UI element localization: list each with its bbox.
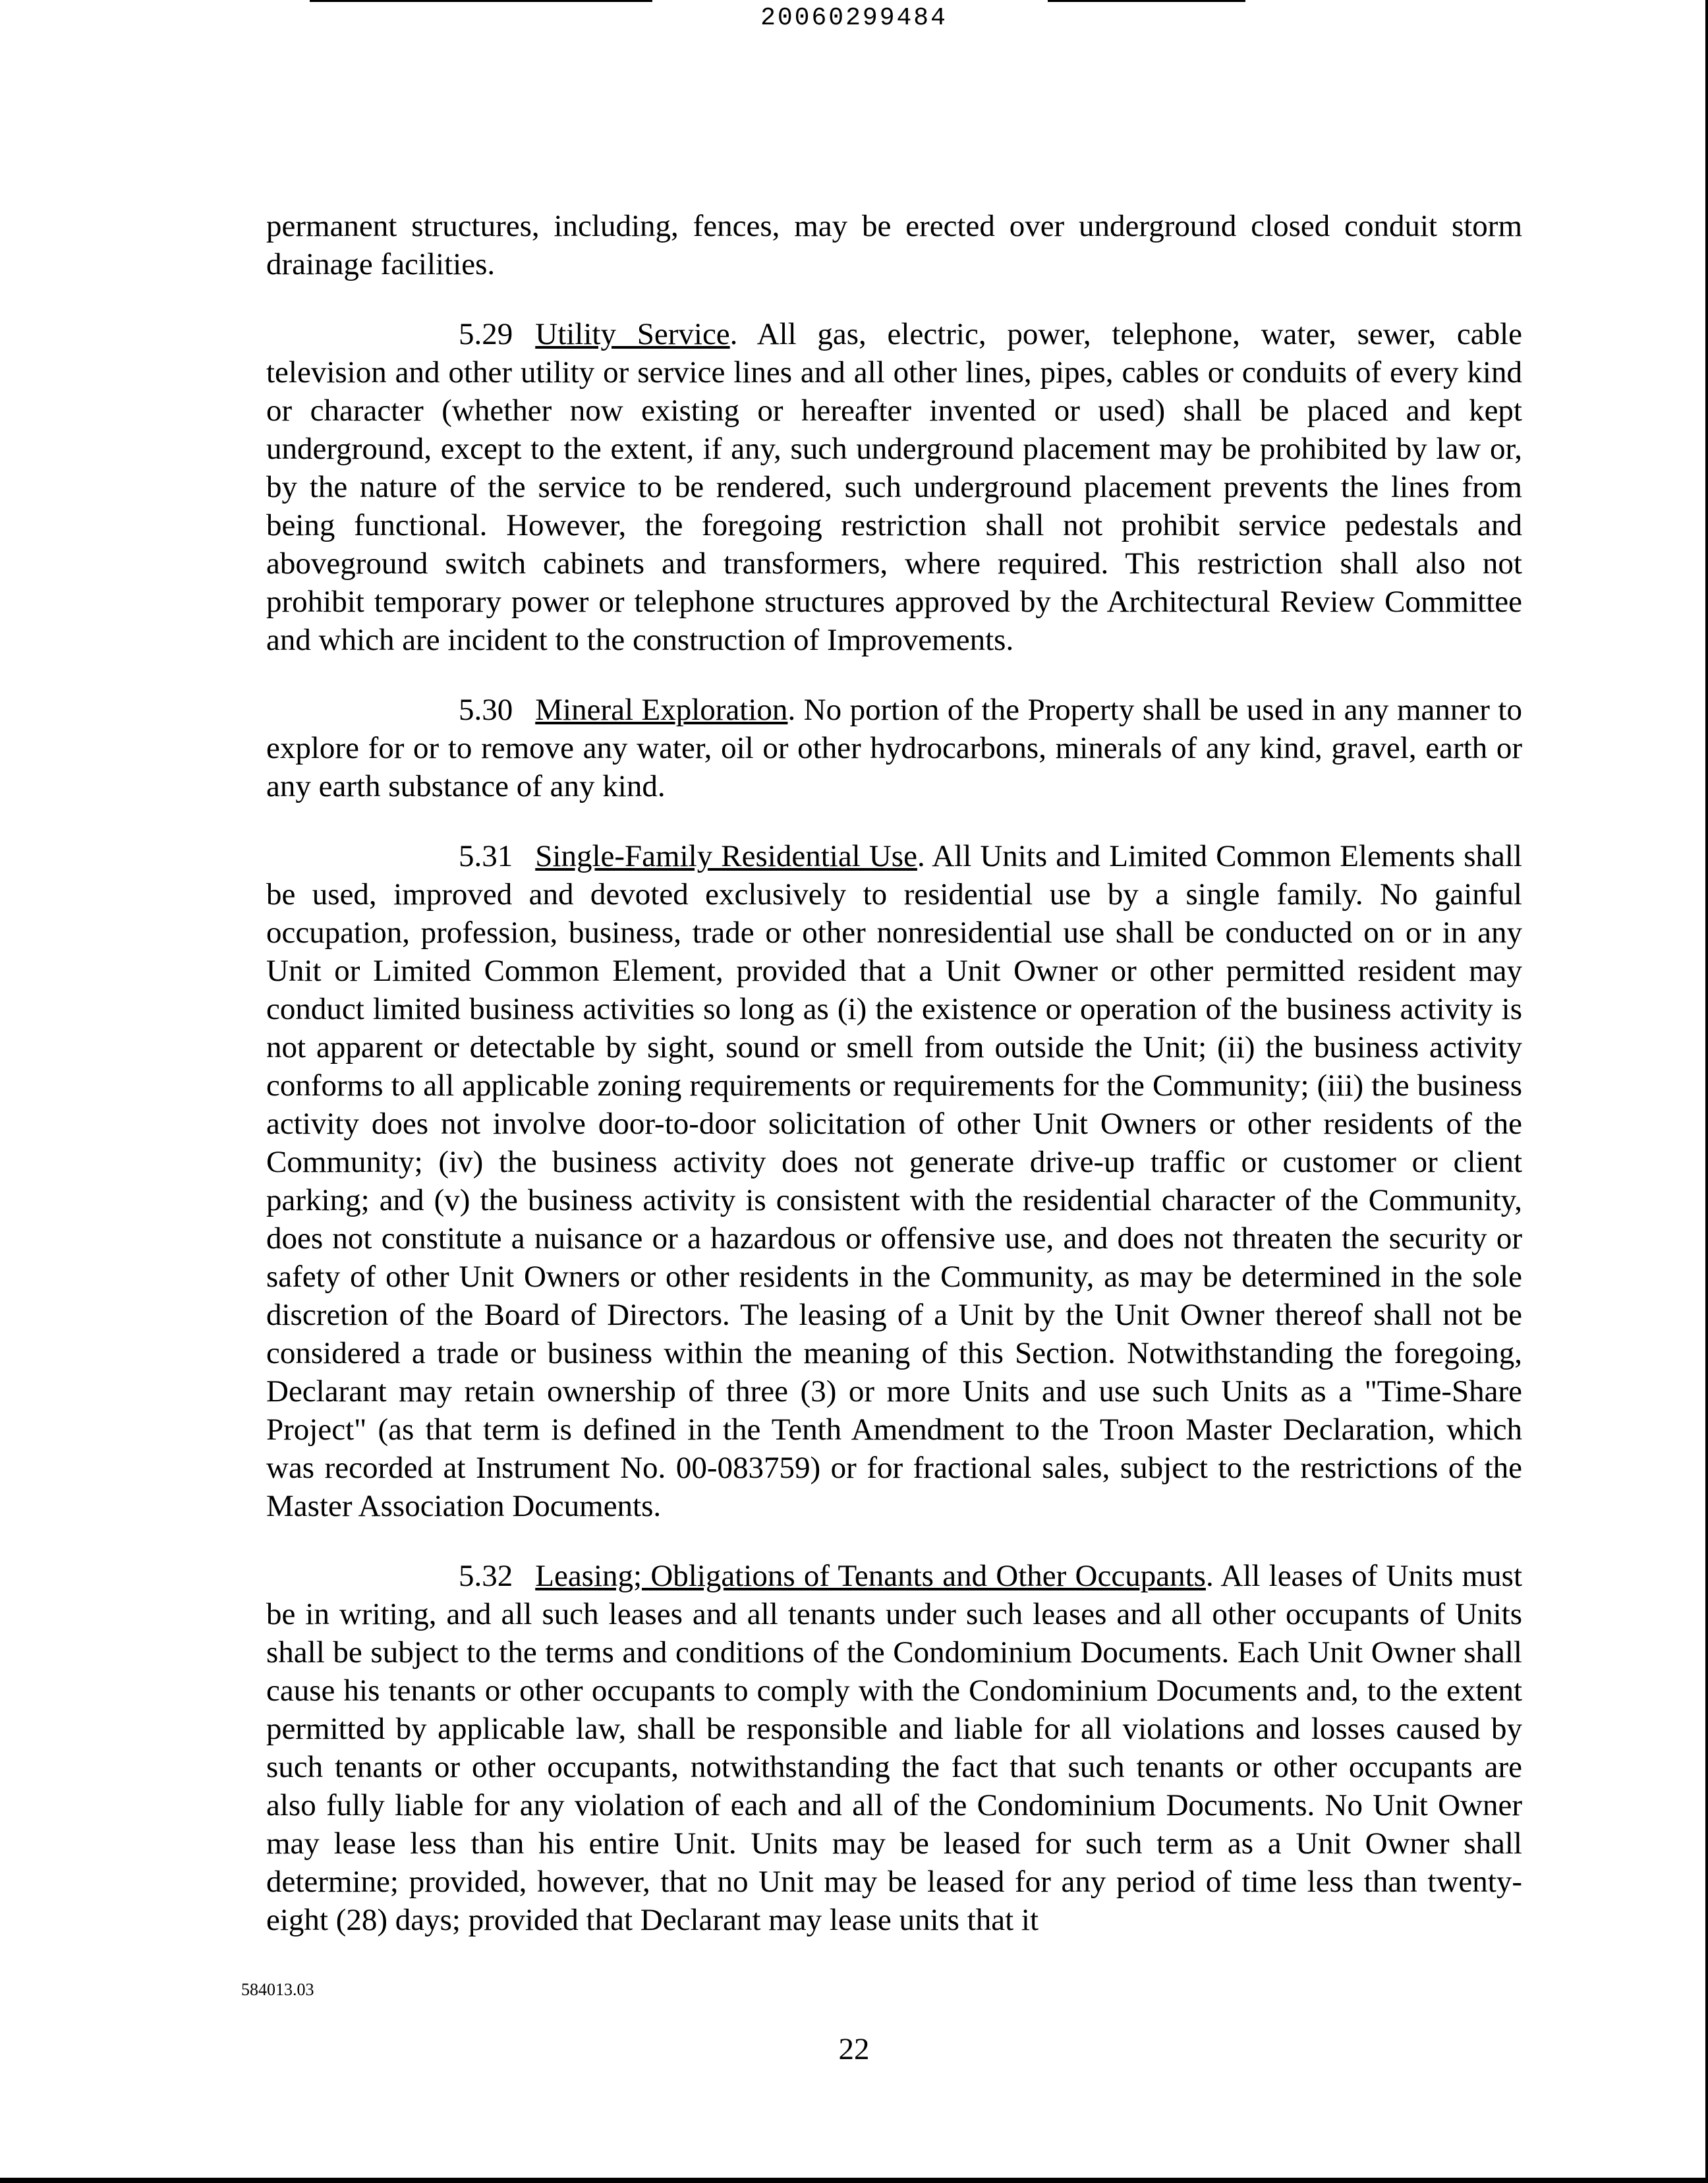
page-number: 22 [838, 2032, 870, 2066]
section-title: Single-Family Residential Use [535, 839, 917, 873]
section-body: . All Units and Limited Common Elements shall be used, improved and devoted exclusively to residential use by a single family. No gainful occupation, profession, business, trade or other nonresidential use shall be conducted on or in any Unit or Limited Common Element, provided that a Unit Owner or other permitted resident may conduct limited business activities so long as (i) the existence or operation of the business activity is not apparent or detectable by sight, sound or smell from outside the Unit; (ii) the business activity conforms to all applicable zoning requirements or requirements for the Community; (iii) the business activity does not involve door-to-door solicitation of other Unit Owners or other residents of the Community; (iv) the business activity does not generate drive-up traffic or customer or client parking; and (v) the business activity is consistent with the residential character of the Community, does not constitute a nuisance or a hazardous or offensive use, and does not threaten the security or safety of other Unit Owners or other residents in the Community, as may be determined in the sole discretion of the Board of Directors. The leasing of a Unit by the Unit Owner thereof shall not be considered a trade or business within the meaning of this Section. Notwithstanding the foregoing, Declarant may retain ownership of three (3) or more Units and use such Units as a "Time-Share Project" (as that term is defined in the Tenth Amendment to the Troon Master Declaration, which was recorded at Instrument No. 00-083759) or for fractional sales, subject to the restrictions of the Master Association Documents. [266, 839, 1522, 1523]
section-5-32 [266, 1557, 1522, 1939]
right-scan-edge [1705, 0, 1708, 2183]
section-number: 5.30 [459, 693, 513, 727]
recording-number: 20060299484 [760, 4, 948, 32]
section-5-29 [266, 315, 1522, 659]
section-body: . All gas, electric, power, telephone, water, sewer, cable television and other utility or service lines and all other lines, pipes, cables or conduits of every kind or character (whether now existing or hereafter invented or used) shall be placed and kept underground, except to the extent, if any, such underground placement may be prohibited by law or, by the nature of the service to be rendered, such underground placement prevents the lines from being functional. However, the foregoing restriction shall not prohibit service pedestals and aboveground switch cabinets and transformers, where required. This restriction shall also not prohibit temporary power or telephone structures approved by the Architectural Review Committee and which are incident to the construction of Improvements. [266, 317, 1522, 657]
section-body: . All leases of Units must be in writing, and all such leases and all tenants under such leases and all other occupants of Units shall be subject to the terms and conditions of the Condominium Documents. Each Unit Owner shall cause his tenants or other occupants to comply with the Condominium Documents and, to the extent permitted by applicable law, shall be responsible and liable for all violations and losses caused by such tenants or other occupants, notwithstanding the fact that such tenants or other occupants are also fully liable for any violation of each and all of the Condominium Documents. No Unit Owner may lease less than his entire Unit. Units may be leased for such term as a Unit Owner shall determine; provided, however, that no Unit may be leased for any period of time less than twenty-eight (28) days; provided that Declarant may lease units that it [266, 1559, 1523, 1937]
section-number: 5.29 [459, 317, 513, 351]
section-number: 5.32 [459, 1559, 513, 1593]
section-number: 5.31 [459, 839, 513, 873]
section-title: Leasing; Obligations of Tenants and Other Occupants [535, 1559, 1206, 1593]
top-rule-right [1048, 0, 1245, 2]
section-title: Mineral Exploration [535, 693, 788, 727]
bottom-scan-edge [0, 2178, 1708, 2183]
continuation-paragraph: permanent structures, including, fences, may be erected over underground closed conduit storm drainage facilities. [266, 209, 1522, 281]
section-5-30 [266, 691, 1522, 805]
top-rule-left [310, 0, 652, 2]
document-id: 584013.03 [241, 1980, 314, 1999]
section-title: Utility Service [535, 317, 730, 351]
section-body: . No portion of the Property shall be used in any manner to explore for or to remove any water, oil or other hydrocarbons, minerals of any kind, gravel, earth or any earth substance of any kind. [266, 693, 1522, 803]
section-5-31 [266, 837, 1522, 1525]
body-text [266, 207, 1522, 1971]
